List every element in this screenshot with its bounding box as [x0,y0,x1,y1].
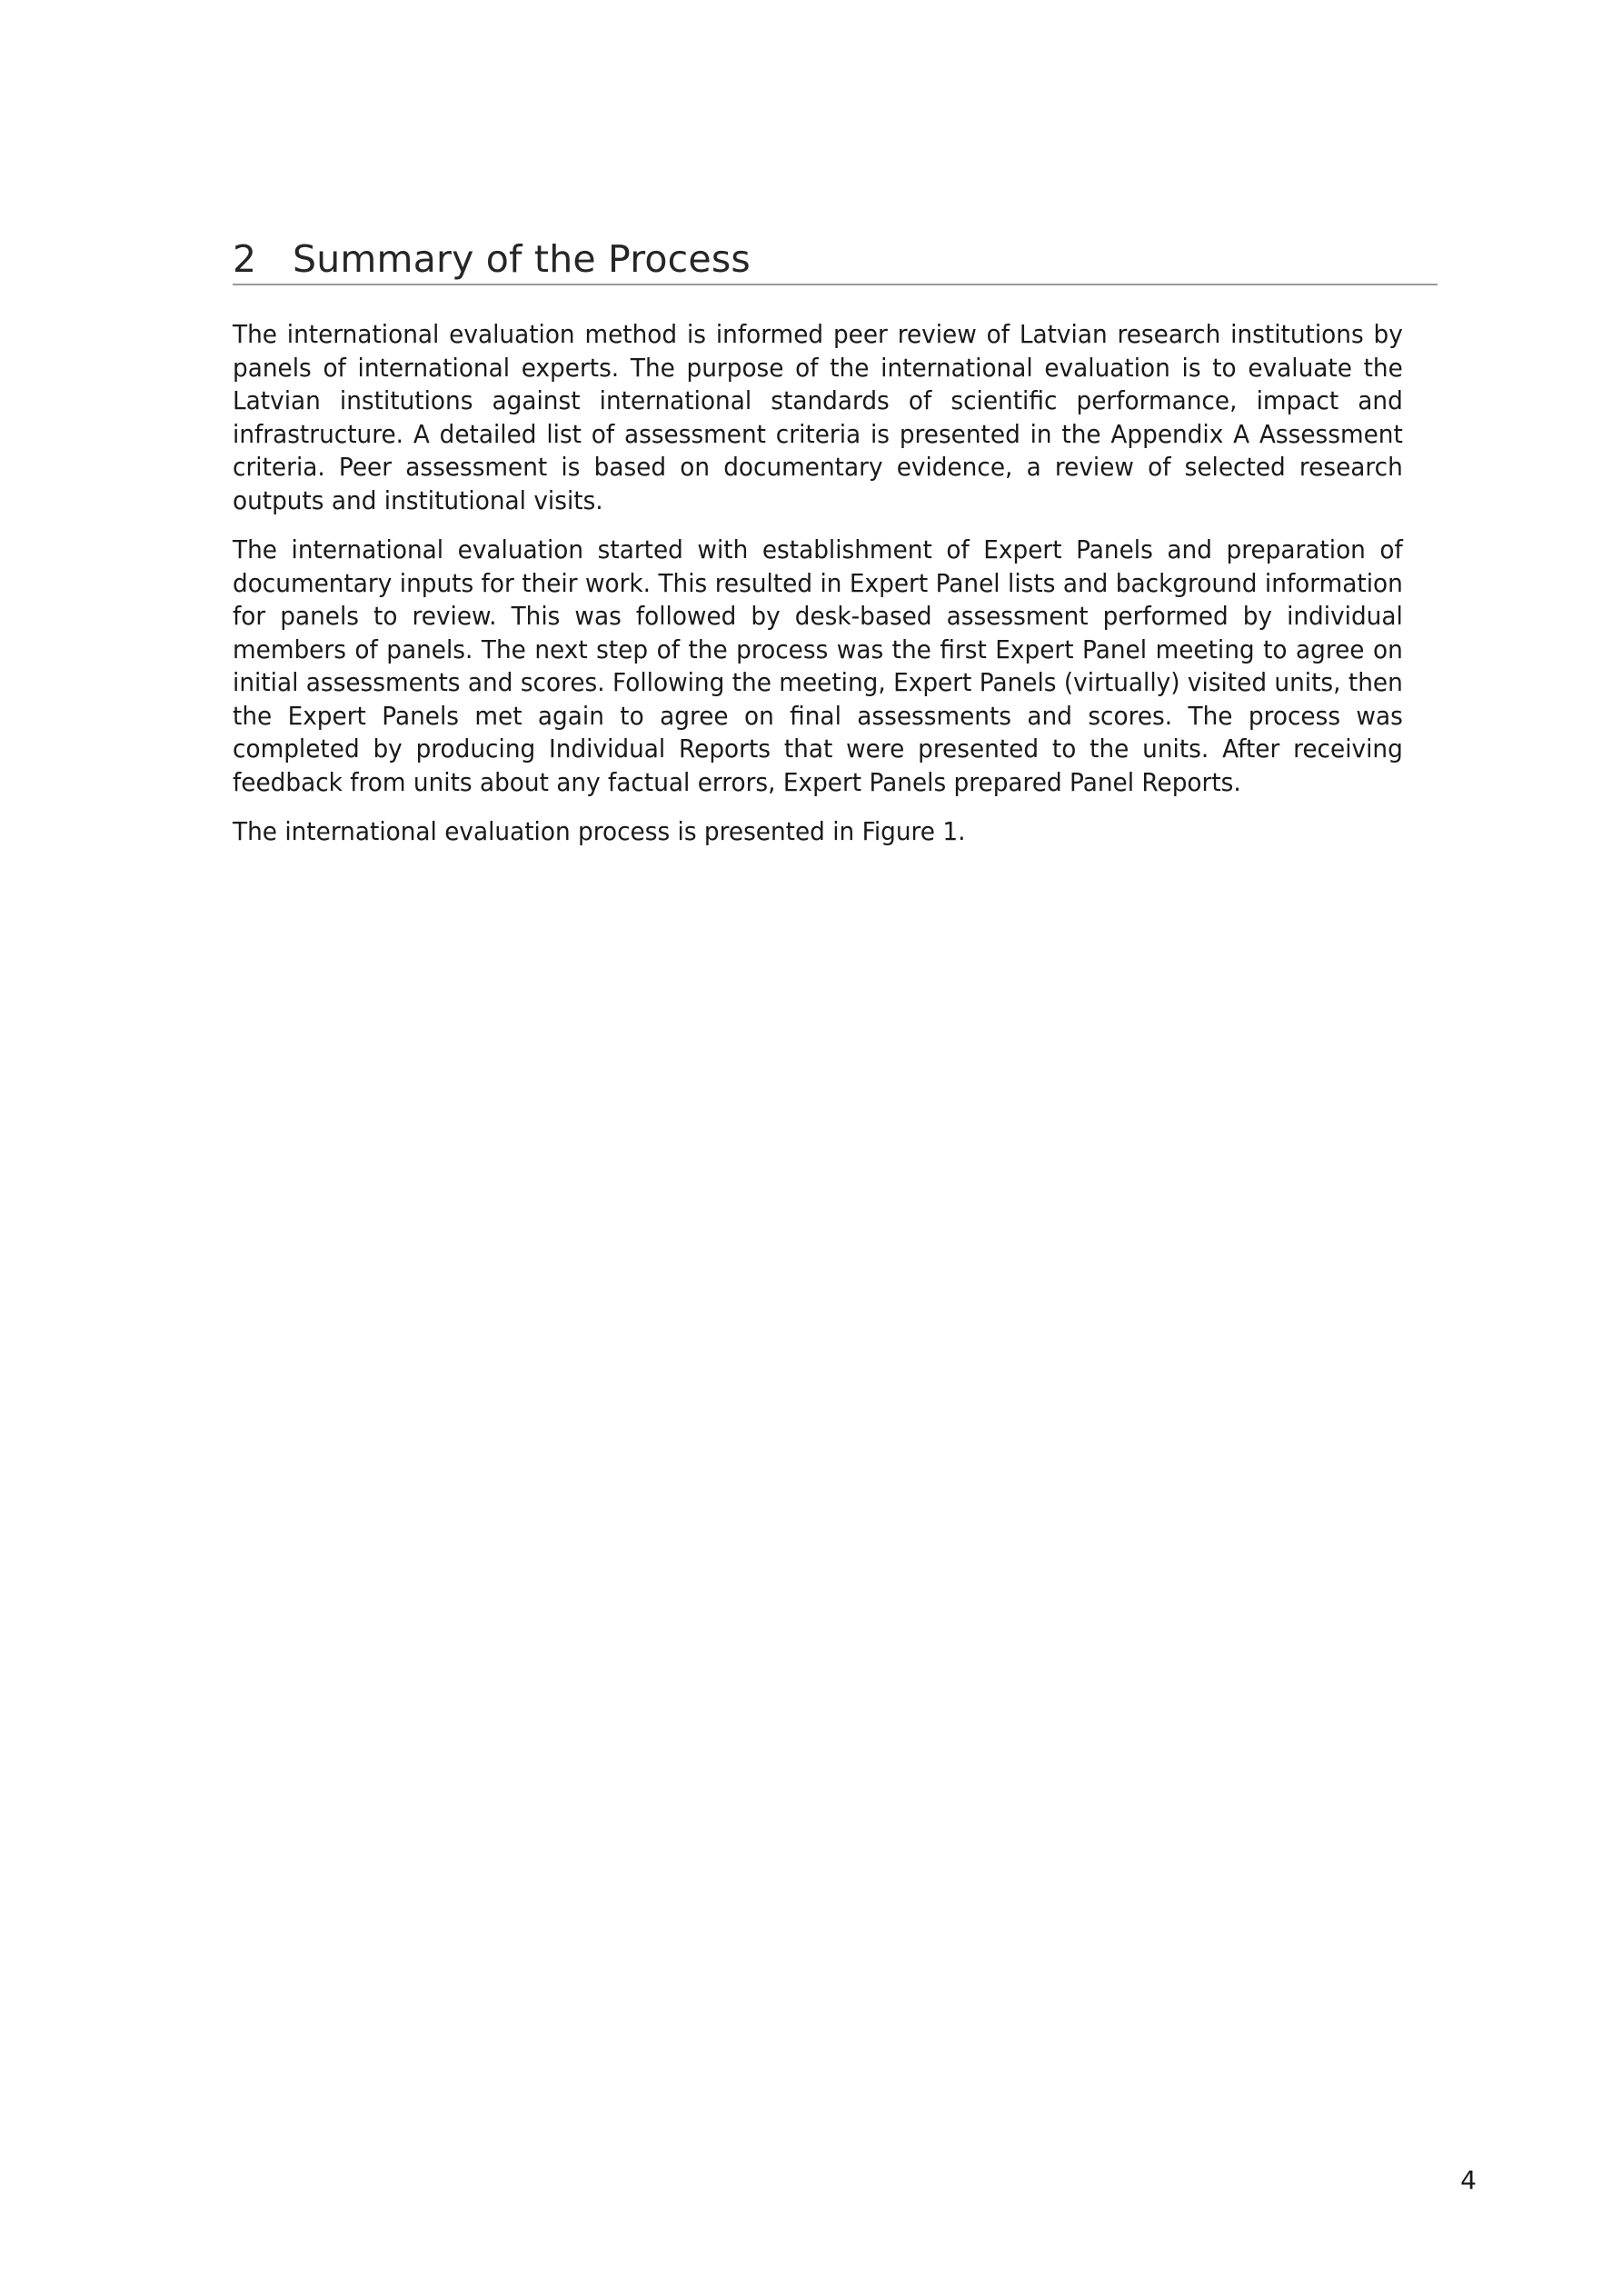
paragraph-evaluation-method: The international evaluation method is informed peer review of Latvian research institutions by panels of international experts. The purpose of the international evaluation is to evaluate the Latvian institutions against international standards of scientific performance, impact and infrastructure. A detailed list of assessment criteria is presented in the Appendix A Assessment criteria. Peer assessment is based on documentary evidence, a review of selected research outputs and institutional visits. [233,319,1403,515]
section-title: Summary of the Process [293,237,751,281]
section-heading [233,229,1438,285]
section-number: 2 [233,237,257,281]
body-text [233,318,1403,865]
paragraph-evaluation-steps: The international evaluation started with establishment of Expert Panels and preparation of documentary inputs for their work. This resulted in Expert Panel lists and background information for panels to review. This was followed by desk-based assessment performed by individual members of panels. The next step of the process was the first Expert Panel meeting to agree on initial assessments and scores. Following the meeting, Expert Panels (virtually) visited units, then the Expert Panels met again to agree on final assessments and scores. The process was completed by producing Individual Reports that were presented to the units. After receiving feedback from units about any factual errors, Expert Panels prepared Panel Reports. [233,534,1403,797]
paragraph-figure-reference: The international evaluation process is presented in Figure 1. [233,816,966,846]
page-number: 4 [1460,2165,1477,2195]
